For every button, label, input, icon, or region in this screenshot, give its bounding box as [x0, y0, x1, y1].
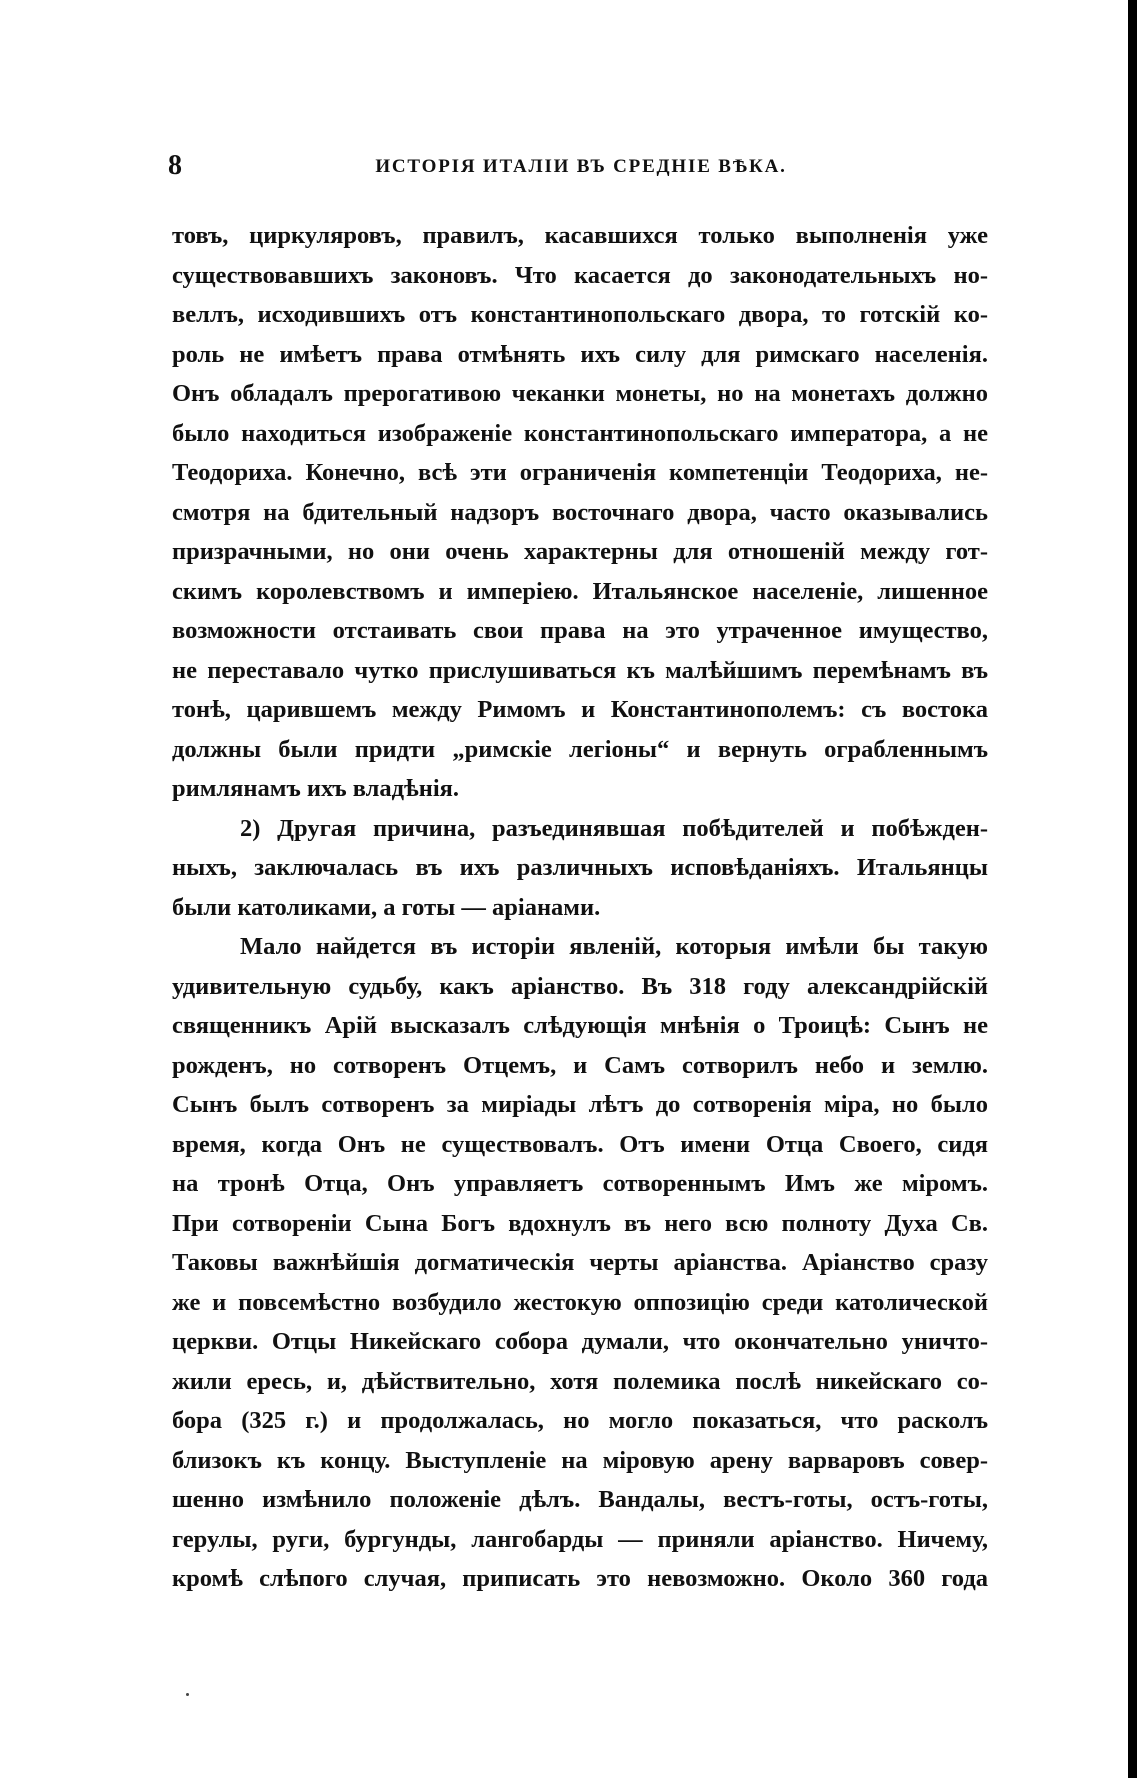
text-line: При сотвореніи Сына Богъ вдохнулъ въ него всю полноту Духа Св. [172, 1209, 988, 1237]
text-line: бора (325 г.) и продолжалась, но могло показаться, что расколъ [172, 1407, 988, 1434]
text-line: 2) Другая причина, разъединявшая побѣдителей и побѣжден- [240, 814, 988, 842]
book-spine-shadow [1128, 0, 1137, 1778]
body-text [172, 216, 988, 1599]
page-number: 8 [168, 150, 182, 181]
text-line: возможности отстаивать свои права на это утраченное имущество, [172, 617, 988, 644]
text-line: же и повсемѣстно возбудило жестокую оппозицію среди католической [172, 1288, 988, 1316]
text-line: были католиками, а готы — аріанами. [172, 893, 601, 921]
text-line: существовавшихъ законовъ. Что касается до законодательныхъ но- [172, 261, 988, 289]
ink-speck [186, 1693, 189, 1696]
text-line: священникъ Арій высказалъ слѣдующія мнѣнія о Троицѣ: Сынъ не [172, 1012, 988, 1039]
text-line: должны были придти „римскіе легіоны“ и вернуть ограбленнымъ [172, 735, 988, 763]
text-line: ныхъ, заключалась въ ихъ различныхъ исповѣданіяхъ. Итальянцы [172, 854, 988, 881]
text-line: было находиться изображеніе константинопольскаго императора, а не [172, 419, 988, 447]
text-line: смотря на бдительный надзоръ восточнаго двора, часто оказывались [172, 498, 988, 526]
text-line: кромѣ слѣпого случая, приписать это невозможно. Около 360 года [172, 1565, 988, 1592]
running-head: ИСТОРІЯ ИТАЛІИ ВЪ СРЕДНІЕ ВѢКА. [375, 156, 787, 177]
text-line: близокъ къ концу. Выступленіе на міровую арену варваровъ совер- [172, 1446, 988, 1474]
text-line: скимъ королевствомъ и имперіею. Итальянское населеніе, лишенное [172, 577, 988, 605]
text-line: Таковы важнѣйшія догматическія черты аріанства. Аріанство сразу [172, 1249, 988, 1276]
page-header [168, 150, 994, 190]
text-line: Онъ обладалъ прерогативою чеканки монеты, но на монетахъ должно [172, 380, 988, 407]
text-line: роль не имѣетъ права отмѣнять ихъ силу для римскаго населенія. [172, 340, 988, 368]
text-line: шенно измѣнило положеніе дѣлъ. Вандалы, вестъ-готы, остъ-готы, [172, 1486, 988, 1513]
text-line: на тронѣ Отца, Онъ управляетъ сотвореннымъ Имъ же міромъ. [172, 1170, 988, 1197]
text-line: церкви. Отцы Никейскаго собора думали, что окончательно уничто- [172, 1328, 988, 1355]
text-line: удивительную судьбу, какъ аріанство. Въ 318 году александрійскій [172, 972, 988, 1000]
text-line: жили ересь, и, дѣйствительно, хотя полемика послѣ никейскаго со- [172, 1367, 988, 1395]
text-line: герулы, руги, бургунды, лангобарды — приняли аріанство. Ничему, [172, 1525, 988, 1553]
text-line: Теодориха. Конечно, всѣ эти ограниченія компетенціи Теодориха, не- [172, 459, 988, 486]
text-line: Мало найдется въ исторіи явленій, которыя имѣли бы такую [240, 933, 988, 960]
text-line: веллъ, исходившихъ отъ константинопольскаго двора, то готскій ко- [172, 301, 988, 328]
text-line: товъ, циркуляровъ, правилъ, касавшихся только выполненія уже [172, 222, 988, 249]
text-line: не переставало чутко прислушиваться къ малѣйшимъ перемѣнамъ въ [172, 656, 988, 684]
text-line: призрачными, но они очень характерны для отношеній между гот- [172, 538, 988, 565]
text-line: время, когда Онъ не существовалъ. Отъ имени Отца Своего, сидя [172, 1130, 988, 1158]
text-line: тонѣ, царившемъ между Римомъ и Константинополемъ: съ востока [172, 696, 988, 723]
text-line: Сынъ былъ сотворенъ за миріады лѣтъ до сотворенія міра, но было [172, 1091, 988, 1118]
text-line: римлянамъ ихъ владѣнія. [172, 775, 460, 802]
text-line: рожденъ, но сотворенъ Отцемъ, и Самъ сотворилъ небо и землю. [172, 1051, 988, 1079]
